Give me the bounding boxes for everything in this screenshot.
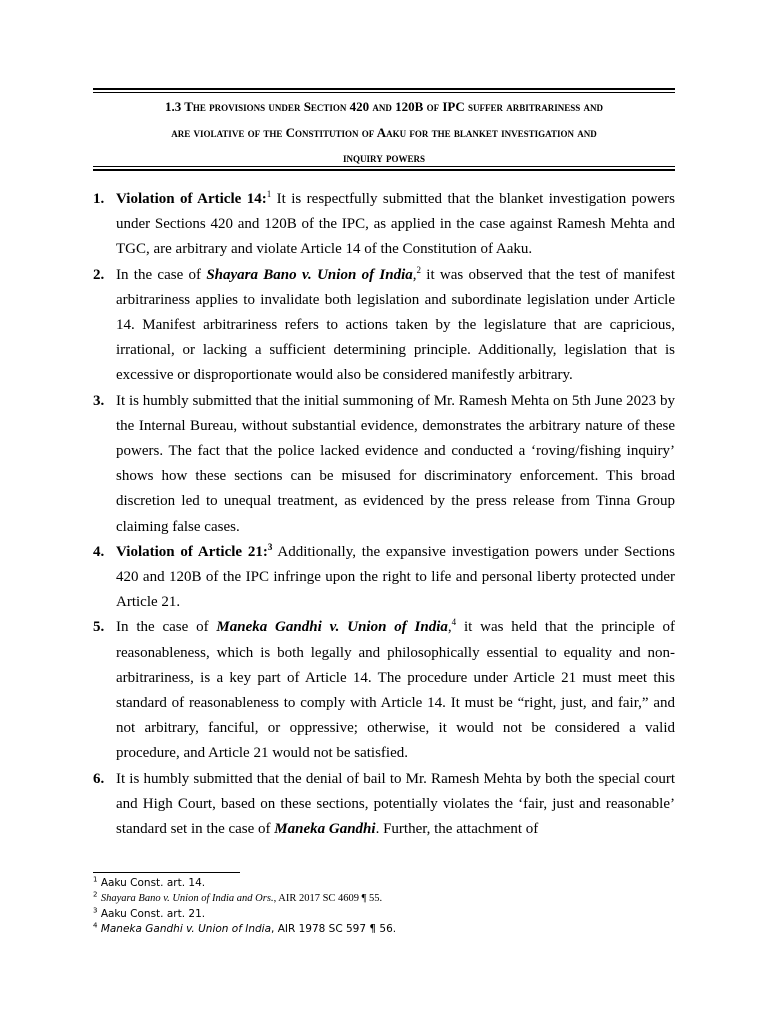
item-text: it was observed that the test of manifest arbitrariness applies to invalidate both legislation and subordinate legislation under Article 14. Manifest arbitrariness refers to actions taken by the legislature that are capricious, irrational, or lacking a sufficient determining principle. Additionally, legislation that is excessive or disproportionate would also be considered manifestly arbitrary. — [116, 266, 675, 384]
item-text: In the case of — [116, 266, 207, 283]
footnote-case: Shayara Bano v. Union of India and Ors. — [100, 893, 274, 905]
footnote-ref[interactable]: 2 — [416, 264, 421, 275]
footnote-text: Aaku Const. art. 21. — [100, 907, 206, 920]
item-lead: Violation of Article 21: — [116, 543, 268, 560]
item-number: 3. — [93, 392, 105, 409]
list-item — [93, 767, 675, 843]
list-item — [93, 263, 675, 389]
heading-line: inquiry powers — [343, 150, 425, 165]
footnote — [93, 922, 675, 937]
footnote-text: , AIR 1978 SC 597 ¶ 56. — [271, 923, 397, 936]
footnote-number: 3 — [93, 906, 98, 915]
case-name: Shayara Bano v. Union of India — [206, 266, 413, 283]
footnote-ref[interactable]: 3 — [267, 541, 273, 552]
item-number: 2. — [93, 266, 105, 283]
item-number: 1. — [93, 191, 105, 207]
item-text: . Further, the attachment of — [375, 821, 539, 838]
heading-rule-top-thin — [93, 92, 675, 93]
item-text: It is humbly submitted that the initial summoning of Mr. Ramesh Mehta on 5th June 2023 by the Internal Bureau, without substantial evidence, demonstrates the arbitrary nature of these powers. The fact that the police lacked evidence and conducted a ‘roving/fishing inquiry’ shows how these sections can be misused for discriminatory enforcement. This broad discretion led to unequal treatment, as evidenced by the press release from Tinna Group claiming false cases. — [116, 392, 675, 535]
footnote-text: , AIR 2017 SC 4609 ¶ 55. — [273, 893, 383, 905]
item-number: 4. — [93, 543, 105, 560]
footnote-number: 4 — [93, 921, 98, 930]
footnote-ref[interactable]: 4 — [451, 617, 457, 628]
heading-rule-top — [93, 88, 675, 90]
heading-line: 1.3 The provisions under Section 420 and 120B of IPC suffer arbitrariness and — [164, 99, 604, 114]
item-text: In the case of — [116, 619, 217, 636]
list-item — [93, 540, 675, 616]
footnote-number: 2 — [93, 890, 98, 899]
item-text: It is humbly submitted that the denial of bail to Mr. Ramesh Mehta by both the special court and High Court, based on these sections, potentially violates the ‘fair, just and reasonable’ standard set in the case of — [116, 770, 675, 838]
list-item — [93, 389, 675, 540]
footnote-number: 1 — [93, 875, 98, 884]
case-name: Maneka Gandhi v. Union of India — [216, 619, 448, 636]
heading-rule-bottom — [93, 169, 675, 171]
submission-list — [93, 187, 675, 842]
item-text: , — [412, 266, 417, 283]
section-heading — [93, 94, 675, 171]
item-number: 5. — [93, 619, 105, 636]
item-text: it was held that the principle of reasonableness, which is both legally and philosophically essential to equality and non-arbitrariness, is a key part of Article 14. The procedure under Article 21 must meet this standard of reasonableness to comply with Article 14. It must be “right, just, and fair,” and not arbitrary, fanciful, or oppressive; otherwise, it would not be considered a valid procedure, and Article 21 would not be satisfied. — [116, 619, 675, 762]
footnote — [93, 907, 675, 922]
item-text: , — [447, 619, 452, 636]
list-item — [93, 187, 675, 263]
footnote — [93, 876, 675, 891]
heading-line: are violative of the Constitution of Aaku for the blanket investigation and — [171, 124, 597, 140]
footnote-text: Aaku Const. art. 14. — [100, 877, 206, 889]
list-item — [93, 615, 675, 766]
item-lead: Violation of Article 14: — [116, 191, 267, 207]
item-number: 6. — [93, 770, 105, 787]
footnote — [93, 891, 675, 906]
footnotes — [93, 876, 675, 938]
footnote-case: Maneka Gandhi v. Union of India — [100, 923, 272, 936]
footnote-separator — [93, 872, 240, 873]
case-name: Maneka Gandhi — [274, 821, 376, 838]
item-text: It is respectfully submitted that the blanket investigation powers under Sections 420 and 120B of the IPC, as applied in the case against Ramesh Mehta and TGC, are arbitrary and violate Article 14 of the Constitution of Aaku. — [116, 191, 675, 258]
footnote-ref[interactable]: 1 — [266, 189, 272, 199]
item-text: Additionally, the expansive investigation powers under Sections 420 and 120B of the IPC infringe upon the right to life and personal liberty protected under Article 21. — [116, 543, 675, 611]
heading-rule-bottom-thin — [93, 166, 675, 167]
